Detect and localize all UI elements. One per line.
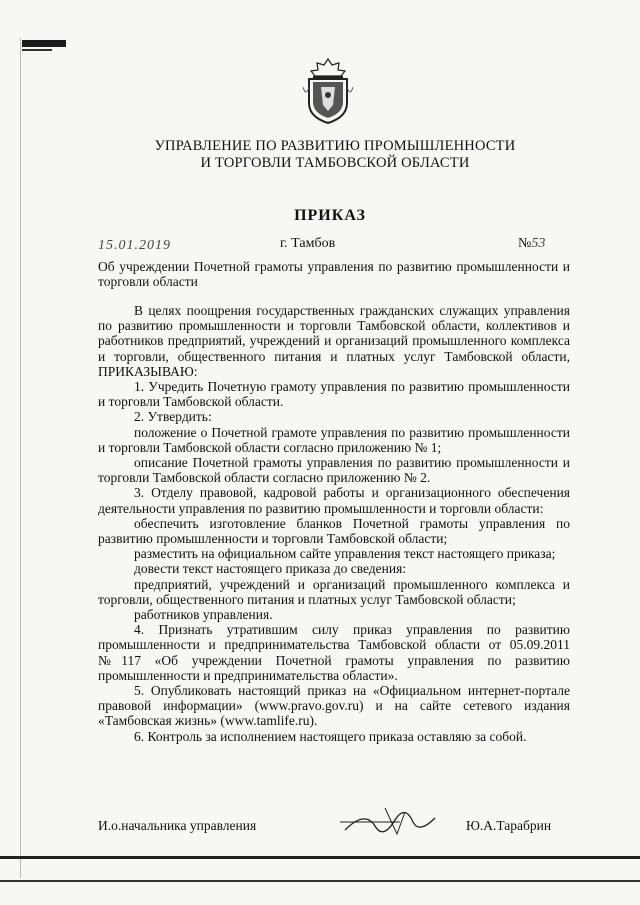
order-item-1: 1. Учредить Почетную грамоту управления по развитию промышленности и торговли Тамбовской области. (98, 379, 570, 410)
order-item-4: 4. Признать утратившим силу приказ управления по развитию промышленности и предпринимательства Тамбовской области от 05.09.2011 №117 «Об учреждении Почетной грамоты управления по развитию промышленности и предпринимательства области». (98, 622, 570, 683)
order-item-2-sub-2: описание Почетной грамоты управления по развитию промышленности и торговли Тамбовской области согласно приложению № 2. (98, 455, 570, 486)
signatory-position: И.о.начальника управления (98, 818, 257, 833)
order-item-3-sub-1: обеспечить изготовление бланков Почетной грамоты управления по развитию промышленности и торговли Тамбовской области; (98, 515, 570, 547)
scan-edge-line (20, 38, 21, 878)
order-item-3-sub-2: разместить на официальном сайте управления текст настоящего приказа; (134, 546, 556, 562)
order-item-3-sub-3: довести текст настоящего приказа до сведения: (134, 561, 407, 577)
order-item-2: 2. Утвердить: (134, 409, 212, 425)
document-number (518, 236, 545, 252)
number-prefix: № (518, 236, 532, 251)
scan-bottom-edge (0, 880, 640, 882)
coat-of-arms-emblem (303, 57, 353, 125)
organization-name (150, 138, 520, 172)
scan-artifact-mark (22, 40, 66, 47)
org-line-1: УПРАВЛЕНИЕ ПО РАЗВИТИЮ ПРОМЫШЛЕННОСТИ (154, 138, 516, 154)
order-item-6: 6. Контроль за исполнением настоящего приказа оставляю за собой. (134, 728, 527, 744)
order-item-3: 3. Отделу правовой, кадровой работы и организационного обеспечения деятельности управления по развитию промышленности и торговли области: (98, 485, 570, 516)
order-item-3-sub-3a: предприятий, учреждений и организаций промышленного комплекса и торговли, общественного питания и платных услуг Тамбовской области; (98, 576, 570, 607)
document-date: 15.01.2019 (98, 238, 171, 253)
document-subject: Об учреждении Почетной грамоты управления по развитию промышленности и торговли области (98, 259, 570, 289)
number-value: 53 (531, 236, 546, 251)
document-body (98, 303, 570, 744)
signatory-name: Ю.А.Тарабрин (466, 818, 552, 833)
org-line-2: И ТОРГОВЛИ ТАМБОВСКОЙ ОБЛАСТИ (200, 155, 470, 171)
order-item-5: 5. Опубликовать настоящий приказ на «Официальном интернет-портале правовой информации» (www.pravo.gov.ru) и на сайте сетевого издания «Тамбовская жизнь» (www.tamlife.ru). (98, 683, 570, 729)
handwritten-signature (335, 800, 445, 846)
scan-bottom-edge (0, 856, 640, 859)
preamble-paragraph: В целях поощрения государственных гражданских служащих управления по развитию промышленности и торговли Тамбовской области, коллективов и работников предприятий, учреждений и организаций промышленного комплекса и торговли, общественного питания и платных услуг Тамбовской области, ПРИКАЗЫВАЮ: (98, 303, 570, 379)
order-item-3-sub-3b: работников управления. (134, 607, 273, 623)
order-item-2-sub-1: положение о Почетной грамоте управления по развитию промышленности и торговли Тамбовской области согласно приложению № 1; (98, 424, 570, 455)
scan-artifact-mark (22, 49, 52, 51)
document-title: ПРИКАЗ (294, 207, 366, 224)
document-city: г. Тамбов (280, 236, 336, 251)
